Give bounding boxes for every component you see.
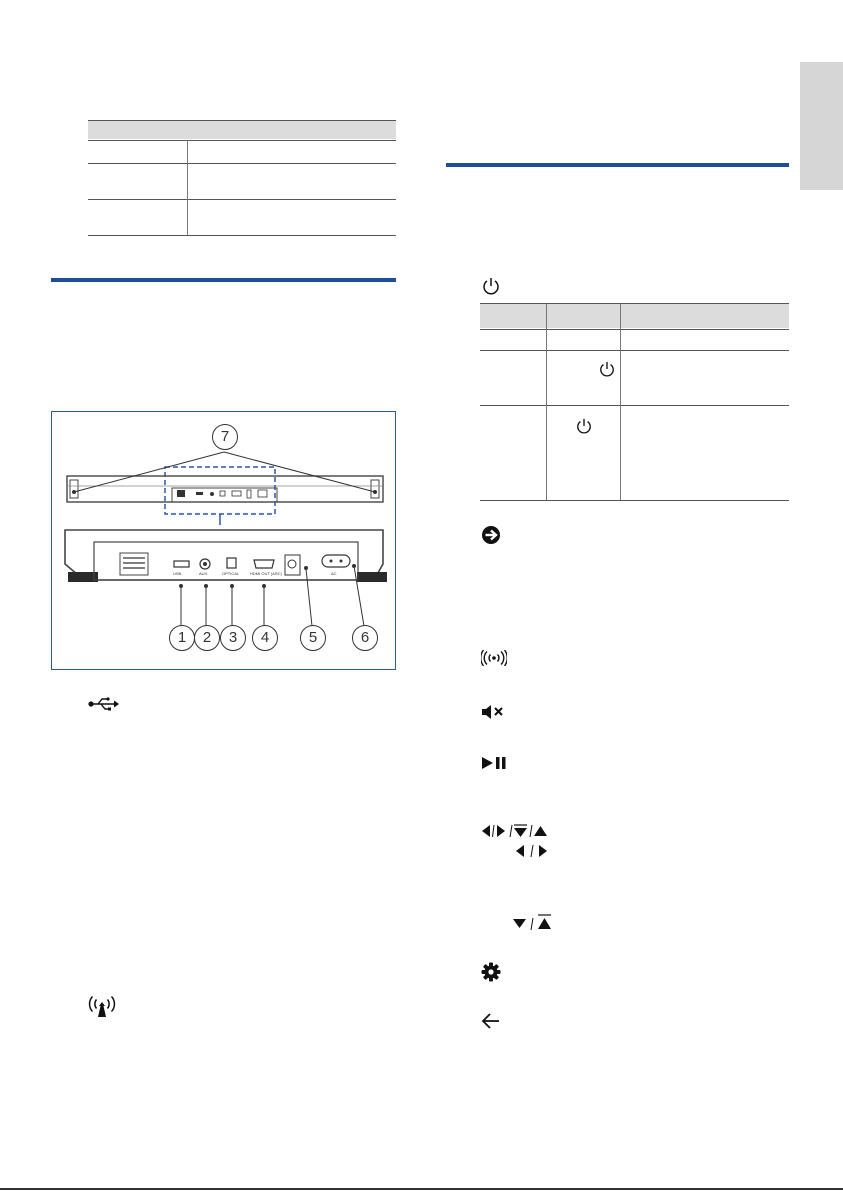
device-back-panel-figure xyxy=(51,411,396,670)
mute-icon xyxy=(481,704,505,720)
callout-1: 1 xyxy=(169,625,195,651)
navigation-arrows-icon xyxy=(481,823,553,839)
power-icon xyxy=(599,361,615,377)
page-bottom-rule xyxy=(0,1188,843,1190)
back-arrow-icon xyxy=(481,1012,501,1030)
navigation-arrows-icon xyxy=(510,843,552,859)
wireless-antenna-icon xyxy=(88,996,116,1018)
callout-5: 5 xyxy=(300,625,326,651)
callout-3: 3 xyxy=(220,625,246,651)
navigation-arrows-icon xyxy=(510,914,554,932)
callout-2: 2 xyxy=(194,625,220,651)
callout-6: 6 xyxy=(352,625,378,651)
port-label-usb: USB xyxy=(173,571,182,576)
usb-icon xyxy=(88,697,120,711)
power-icon xyxy=(482,277,500,295)
callout-7: 7 xyxy=(212,424,238,450)
port-label-aux: AUX xyxy=(199,571,208,576)
port-label-hdmi: HDMI OUT (ARC) xyxy=(250,571,282,576)
source-arrow-icon xyxy=(481,525,501,545)
play-pause-icon xyxy=(481,755,507,771)
port-label-optical: OPTICAL xyxy=(222,571,240,576)
port-label-ac: AC xyxy=(331,571,337,576)
language-tab xyxy=(800,62,843,190)
wireless-signal-icon xyxy=(481,650,507,666)
power-icon xyxy=(576,418,592,434)
left-section-rule xyxy=(51,278,396,282)
callout-4: 4 xyxy=(252,625,278,651)
settings-gear-icon xyxy=(481,962,501,982)
right-section-rule xyxy=(446,163,789,167)
